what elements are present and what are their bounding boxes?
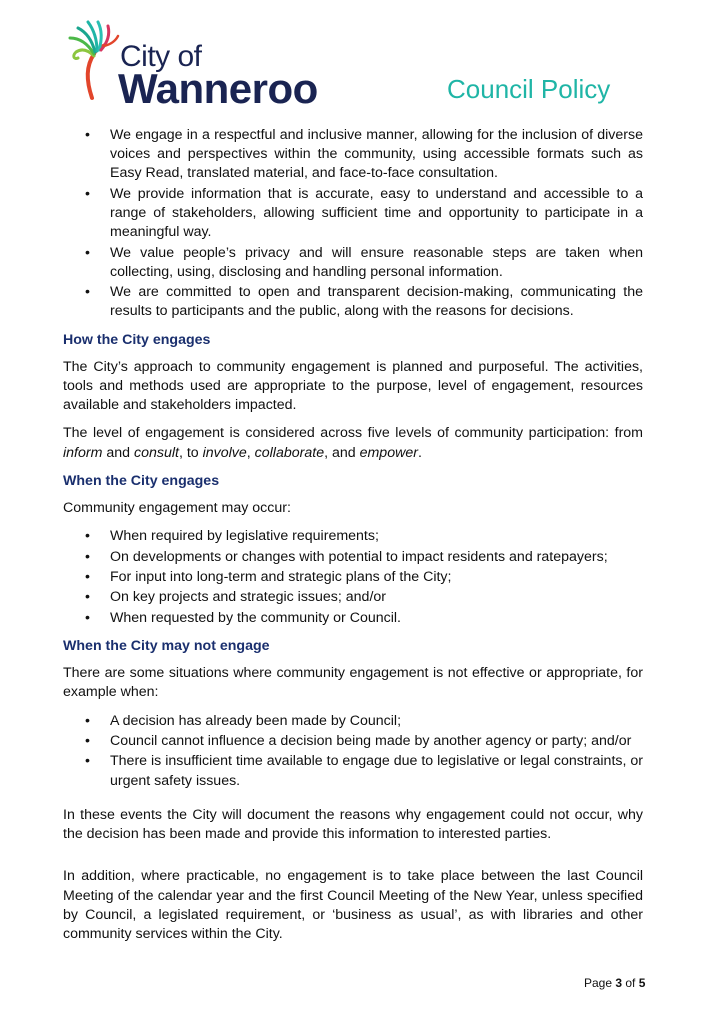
paragraph: Community engagement may occur:	[63, 500, 291, 517]
total-pages: 5	[638, 976, 646, 990]
level-collaborate: collaborate	[254, 444, 325, 461]
section-heading-how: How the City engages	[63, 331, 211, 348]
list-item: • A decision has already been made by Council;	[63, 712, 643, 731]
not-engage-list	[63, 712, 643, 791]
paragraph: The City’s approach to community engagement is planned and purposeful. The activities, tools and methods used are appropriate to the purpose, level of engagement, resources available and stakeholders impacted.	[63, 358, 643, 414]
engagement-levels-paragraph	[63, 424, 643, 462]
document-body	[63, 126, 643, 953]
document-type-title: Council Policy	[447, 74, 611, 104]
level-empower: empower	[359, 444, 418, 461]
paragraph: In addition, where practicable, no engagement is to take place between the last Council Meeting of the calendar year and the first Council Meeting of the New Year, unless specified by Council, a legislated requirement, or ‘business as usual’, as with libraries and other community services within the City.	[63, 868, 643, 942]
list-item: • There is insufficient time available to engage due to legislative or legal constraints, or urgent safety issues.	[63, 752, 643, 790]
section-heading-when: When the City engages	[63, 472, 220, 489]
when-list	[63, 527, 643, 628]
text-span: ,	[246, 444, 255, 461]
list-item: • For input into long-term and strategic plans of the City;	[63, 568, 643, 587]
page-label: Page	[584, 976, 616, 990]
paragraph: In these events the City will document the reasons why engagement could not occur, why the decision has been made and provide this information to interested parties.	[63, 806, 643, 843]
principles-list	[63, 126, 643, 322]
level-involve: involve	[202, 444, 247, 461]
paragraph: There are some situations where community engagement is not effective or appropriate, for example when:	[63, 665, 643, 701]
list-item: • When requested by the community or Council.	[63, 609, 643, 628]
level-consult: consult	[133, 444, 179, 461]
text-span: and	[102, 444, 134, 461]
city-logo	[64, 18, 318, 112]
logo-wanneroo: Wanneroo	[118, 65, 318, 112]
list-item: • We engage in a respectful and inclusive manner, allowing for the inclusion of diverse voices and perspectives within the community, using accessible formats such as Easy Read, translated material, and face-to-face consultation.	[63, 126, 643, 184]
text-span: , and	[324, 444, 360, 461]
of-label: of	[622, 976, 639, 990]
logo-city-of: City of	[120, 40, 202, 73]
page-number	[584, 976, 645, 990]
kangaroo-paw-logo-icon	[64, 18, 124, 102]
level-inform: inform	[63, 444, 103, 461]
list-item: • On developments or changes with potential to impact residents and ratepayers;	[63, 548, 643, 567]
list-item: • We provide information that is accurate, easy to understand and accessible to a range of stakeholders, allowing sufficient time and opportunity to participate in a meaningful way.	[63, 185, 643, 243]
list-item: • Council cannot influence a decision being made by another agency or party; and/or	[63, 732, 643, 751]
list-item: • We value people’s privacy and will ensure reasonable steps are taken when collecting, using, disclosing and handling personal information.	[63, 244, 643, 282]
list-item: • When required by legislative requirements;	[63, 527, 643, 546]
current-page: 3	[615, 976, 623, 990]
text-span: , to	[178, 444, 203, 461]
section-heading-not-engage: When the City may not engage	[63, 637, 270, 654]
list-item: • On key projects and strategic issues; and/or	[63, 588, 643, 607]
text-span: The level of engagement is considered across five levels of community participation: from	[63, 425, 643, 442]
text-span: .	[417, 444, 422, 461]
list-item: • We are committed to open and transparent decision-making, communicating the results to participants and the public, along with the reasons for decisions.	[63, 283, 643, 321]
